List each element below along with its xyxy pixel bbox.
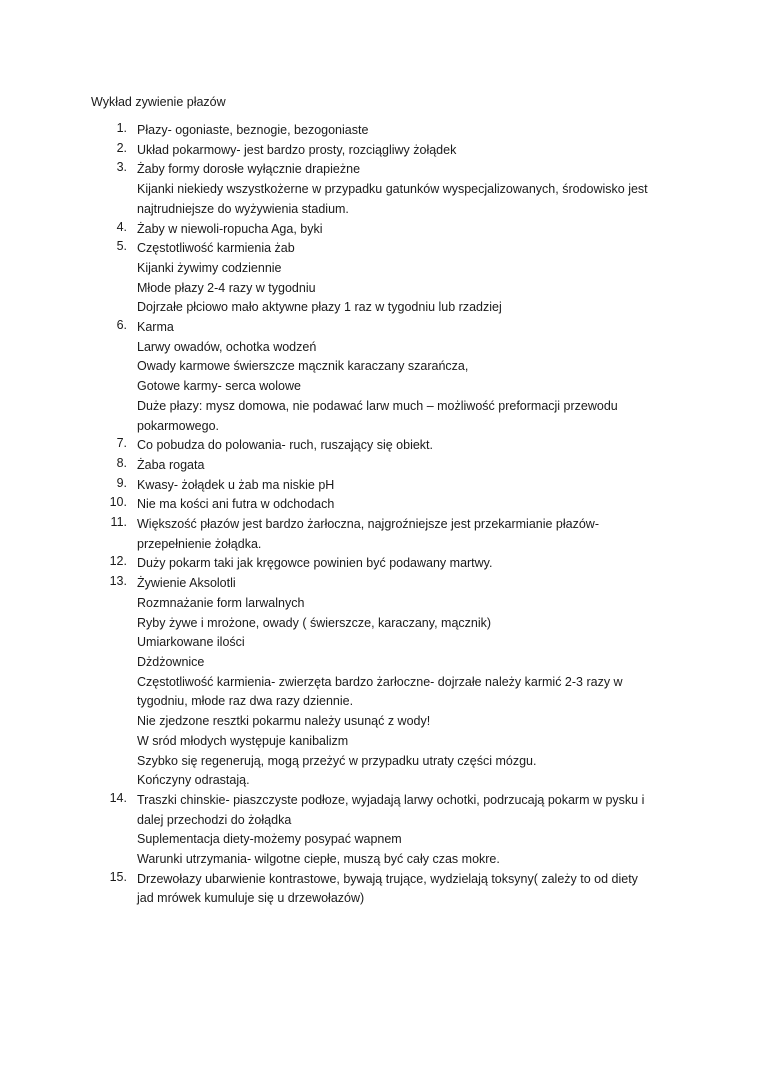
list-item — [91, 160, 671, 219]
list-item — [91, 476, 671, 496]
list-item-text-line: Co pobudza do polowania- ruch, ruszający się obiekt. — [137, 438, 434, 453]
list-item-number: 14. — [109, 790, 127, 805]
list-item-text-line: Żywienie Aksolotli — [137, 576, 236, 591]
list-item-text-line: Żaba rogata — [137, 457, 205, 472]
list-item-text-line: Żaby formy dorosłe wyłącznie drapieżne — [137, 162, 361, 177]
list-item-text-line: Gotowe karmy- serca wolowe — [137, 379, 301, 394]
list-item-text-line: Rozmnażanie form larwalnych — [137, 595, 305, 610]
list-item-number: 12. — [109, 554, 127, 569]
list-item-number: 13. — [109, 574, 127, 589]
list-item — [91, 239, 671, 318]
list-item — [91, 121, 671, 141]
list-item-text-line: Częstotliwość karmienia- zwierzęta bardzo żarłoczne- dojrzałe należy karmić 2-3 razy w — [137, 674, 623, 689]
list-item-text-line: Młode płazy 2-4 razy w tygodniu — [137, 280, 316, 295]
list-item-number: 15. — [109, 869, 127, 884]
list-item-number: 11. — [110, 515, 127, 530]
list-item-text-line: przepełnienie żołądka. — [137, 536, 262, 551]
list-item-text-line: Owady karmowe świerszcze mącznik karaczany szarańcza, — [137, 359, 469, 374]
list-item-number: 10. — [109, 495, 127, 510]
list-item-text-line: Nie zjedzone resztki pokarmu należy usunąć z wody! — [137, 714, 431, 729]
list-item — [91, 141, 671, 161]
list-item-text-line: Szybko się regenerują, mogą przeżyć w przypadku utraty części mózgu. — [137, 753, 537, 768]
list-item — [91, 791, 671, 870]
numbered-list — [91, 121, 671, 909]
list-item-text-line: Kijanki żywimy codziennie — [137, 260, 282, 275]
list-item — [91, 495, 671, 515]
list-item-text-line: Układ pokarmowy- jest bardzo prosty, rozciągliwy żołądek — [137, 142, 457, 157]
list-item — [91, 318, 671, 436]
list-item-number: 5. — [116, 239, 127, 254]
list-item — [91, 220, 671, 240]
list-item-number: 9. — [116, 475, 127, 490]
list-item-text-line: Suplementacja diety-możemy posypać wapnem — [137, 832, 402, 847]
list-item — [91, 870, 671, 909]
list-item-text-line: Częstotliwość karmienia żab — [137, 241, 295, 256]
list-item — [91, 436, 671, 456]
list-item-number: 7. — [116, 436, 127, 451]
list-item-text-line: dalej przechodzi do żołądka — [137, 812, 292, 827]
list-item-text-line: Kijanki niekiedy wszystkożerne w przypadku gatunków wyspecjalizowanych, środowisko jest — [137, 182, 648, 197]
list-item-text-line: jad mrówek kumuluje się u drzewołazów) — [137, 891, 365, 906]
document-title: Wykład zywienie płazów — [91, 95, 226, 109]
list-item-text-line: Kończyny odrastają. — [137, 773, 250, 788]
list-item-text-line: Dojrzałe płciowo mało aktywne płazy 1 raz w tygodniu lub rzadziej — [137, 300, 502, 315]
list-item-text-line: Traszki chinskie- piaszczyste podłoze, wyjadają larwy ochotki, podrzucają pokarm w pysku i — [137, 792, 645, 807]
list-item-number: 3. — [116, 160, 127, 175]
list-item-number: 6. — [116, 318, 127, 333]
list-item-text-line: Drzewołazy ubarwienie kontrastowe, bywają trujące, wydzielają toksyny( zależy to od diety — [137, 871, 638, 886]
list-item-text-line: pokarmowego. — [137, 418, 219, 433]
list-item-text-line: W sród młodych występuje kanibalizm — [137, 733, 349, 748]
list-item-number: 8. — [116, 455, 127, 470]
list-item-text-line: najtrudniejsze do wyżywienia stadium. — [137, 201, 349, 216]
list-item-text-line: Ryby żywe i mrożone, owady ( świerszcze, karaczany, mącznik) — [137, 615, 492, 630]
list-item-text-line: Płazy- ogoniaste, beznogie, bezogoniaste — [137, 123, 369, 137]
list-item-text-line: Duży pokarm taki jak kręgowce powinien być podawany martwy. — [137, 556, 493, 571]
list-item-number: 4. — [116, 219, 127, 234]
list-item-text-line: Żaby w niewoli-ropucha Aga, byki — [137, 221, 323, 236]
list-item-text-line: Karma — [137, 320, 174, 335]
list-item — [91, 456, 671, 476]
list-item-text-line: Dżdżownice — [137, 654, 205, 669]
list-item — [91, 515, 671, 554]
list-item-text-line: Duże płazy: mysz domowa, nie podawać larw much – możliwość preformacji przewodu — [137, 398, 618, 413]
list-item-text-line: Większość płazów jest bardzo żarłoczna, najgroźniejsze jest przekarmianie płazów- — [137, 517, 599, 532]
list-item-text-line: Umiarkowane ilości — [137, 635, 245, 650]
list-item-text-line: Warunki utrzymania- wilgotne ciepłe, muszą być cały czas mokre. — [137, 852, 500, 867]
list-item-text-line: Nie ma kości ani futra w odchodach — [137, 497, 335, 512]
list-item — [91, 574, 671, 791]
list-item — [91, 554, 671, 574]
list-item-number: 1. — [116, 121, 127, 135]
list-item-number: 2. — [116, 140, 127, 155]
list-item-text-line: Kwasy- żołądek u żab ma niskie pH — [137, 477, 335, 492]
list-item-text-line: Larwy owadów, ochotka wodzeń — [137, 339, 317, 354]
list-item-text-line: tygodniu, młode raz dwa razy dziennie. — [137, 694, 354, 709]
